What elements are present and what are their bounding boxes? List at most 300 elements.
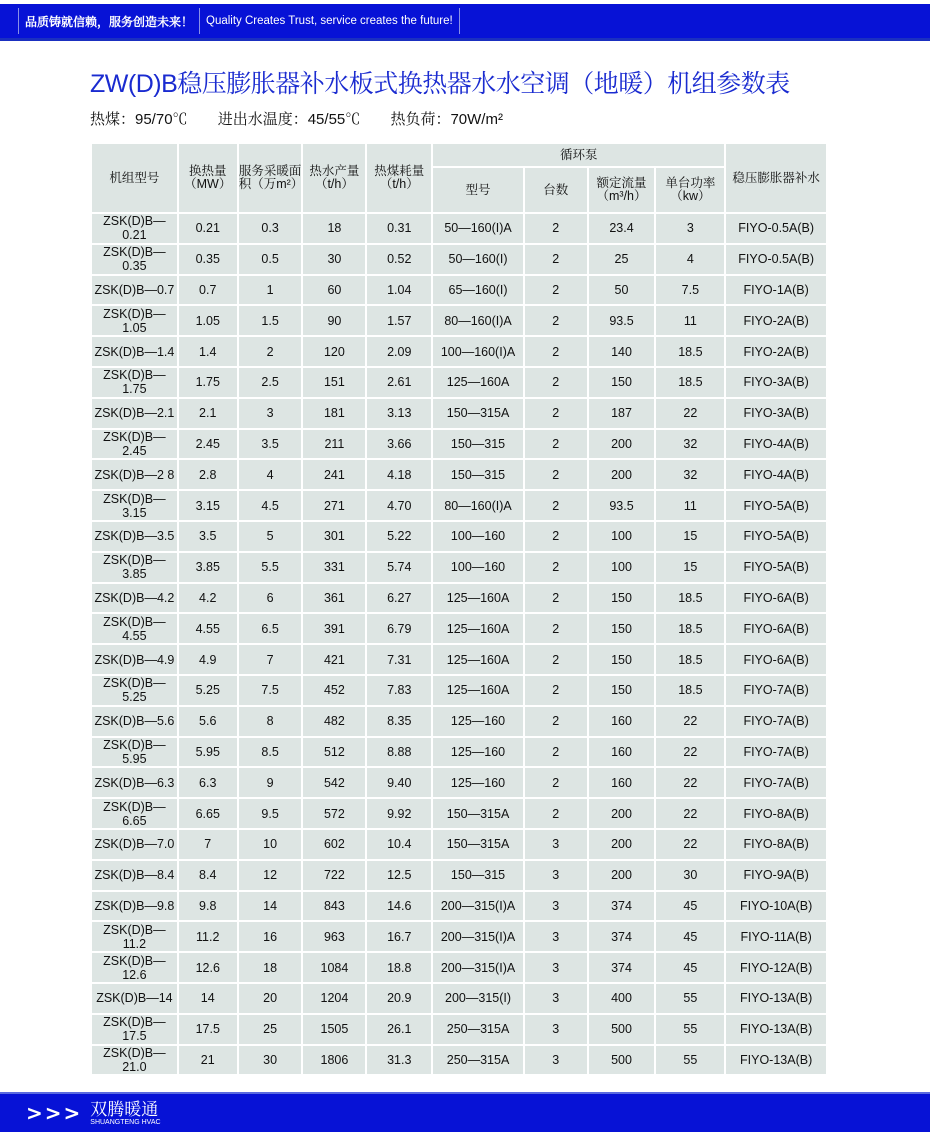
table-cell: ZSK(D)B—1.75 (91, 367, 178, 398)
condition-coal: 热煤：95/70℃ (90, 111, 188, 128)
table-cell: 1.5 (238, 305, 303, 336)
table-row (91, 244, 827, 275)
table-cell: 150—315A (432, 798, 524, 829)
table-cell: FIYO-10A(B) (725, 891, 827, 922)
table-cell: 18 (302, 213, 366, 244)
table-cell: 55 (655, 1045, 725, 1076)
table-cell: 150—315 (432, 459, 524, 490)
table-cell: 150 (588, 367, 656, 398)
table-cell: 17.5 (178, 1014, 238, 1045)
table-cell: FIYO-6A(B) (725, 644, 827, 675)
table-cell: 160 (588, 737, 656, 768)
table-cell: 3 (524, 1045, 588, 1076)
table-cell: 391 (302, 613, 366, 644)
table-cell: 160 (588, 767, 656, 798)
table-cell: FIYO-6A(B) (725, 613, 827, 644)
table-cell: ZSK(D)B—12.6 (91, 952, 178, 983)
table-cell: 3 (524, 891, 588, 922)
table-cell: ZSK(D)B—6.65 (91, 798, 178, 829)
brand-name-cn: 双腾暖通 (90, 1099, 159, 1120)
header-hot-water: 热水产量（t/h） (302, 143, 366, 213)
conditions (90, 108, 529, 129)
table-cell: 3 (524, 952, 588, 983)
table-cell: 125—160 (432, 767, 524, 798)
table-row (91, 952, 827, 983)
table-cell: 50—160(I)A (432, 213, 524, 244)
table-cell: 15 (655, 521, 725, 552)
table-cell: 6.5 (238, 613, 303, 644)
table-cell: 150 (588, 583, 656, 614)
table-cell: 8 (238, 706, 303, 737)
table-cell: 10 (238, 829, 303, 860)
table-cell: 90 (302, 305, 366, 336)
table-cell: 241 (302, 459, 366, 490)
table-cell: 150—315A (432, 829, 524, 860)
table-cell: 482 (302, 706, 366, 737)
table-cell: 200—315(I)A (432, 921, 524, 952)
table-cell: 150 (588, 613, 656, 644)
table-cell: 25 (588, 244, 656, 275)
table-cell: 2 (524, 398, 588, 429)
table-cell: ZSK(D)B—3.85 (91, 552, 178, 583)
table-cell: 2 (524, 213, 588, 244)
table-cell: 100—160 (432, 521, 524, 552)
table-row (91, 398, 827, 429)
table-cell: 9.40 (366, 767, 432, 798)
table-cell: 500 (588, 1045, 656, 1076)
table-cell: 3.66 (366, 429, 432, 460)
table-row (91, 767, 827, 798)
table-cell: 160 (588, 706, 656, 737)
table-cell: FIYO-7A(B) (725, 675, 827, 706)
table-cell: 18.8 (366, 952, 432, 983)
table-cell: 2.61 (366, 367, 432, 398)
table-cell: 0.52 (366, 244, 432, 275)
table-cell: 18.5 (655, 613, 725, 644)
table-cell: 4.18 (366, 459, 432, 490)
table-cell: 200 (588, 860, 656, 891)
table-cell: 65—160(I) (432, 275, 524, 306)
header-area: 服务采暖面积（万m²） (238, 143, 303, 213)
table-row (91, 891, 827, 922)
table-cell: 331 (302, 552, 366, 583)
table-cell: 843 (302, 891, 366, 922)
table-cell: 45 (655, 891, 725, 922)
table-cell: 963 (302, 921, 366, 952)
table-cell: 1505 (302, 1014, 366, 1045)
table-cell: 3.5 (238, 429, 303, 460)
table-row (91, 644, 827, 675)
table-cell: 22 (655, 829, 725, 860)
table-cell: 3.15 (178, 490, 238, 521)
table-cell: 150 (588, 675, 656, 706)
table-cell: 18.5 (655, 367, 725, 398)
table-row (91, 737, 827, 768)
table-row (91, 490, 827, 521)
table-cell: FIYO-13A(B) (725, 983, 827, 1014)
table-cell: 120 (302, 336, 366, 367)
table-cell: ZSK(D)B—14 (91, 983, 178, 1014)
table-cell: FIYO-5A(B) (725, 552, 827, 583)
table-cell: 18.5 (655, 675, 725, 706)
table-cell: 32 (655, 429, 725, 460)
table-cell: 2.45 (178, 429, 238, 460)
header-pump: 循环泵 (432, 143, 725, 167)
table-cell: 50 (588, 275, 656, 306)
header-expander: 稳压膨胀器补水 (725, 143, 827, 213)
table-cell: 18 (238, 952, 303, 983)
table-cell: ZSK(D)B—7.0 (91, 829, 178, 860)
table-cell: 5.25 (178, 675, 238, 706)
table-cell: 7 (178, 829, 238, 860)
table-cell: ZSK(D)B—6.3 (91, 767, 178, 798)
header-coal: 热煤耗量（t/h） (366, 143, 432, 213)
parameter-table (90, 142, 828, 1076)
table-cell: 2 (524, 675, 588, 706)
table-cell: 3 (524, 1014, 588, 1045)
table-row (91, 521, 827, 552)
table-row (91, 429, 827, 460)
table-cell: 2 (524, 706, 588, 737)
table-cell: 7.5 (238, 675, 303, 706)
table-cell: 150 (588, 644, 656, 675)
table-cell: ZSK(D)B—21.0 (91, 1045, 178, 1076)
table-row (91, 583, 827, 614)
table-cell: ZSK(D)B—3.15 (91, 490, 178, 521)
table-row (91, 706, 827, 737)
table-cell: FIYO-3A(B) (725, 367, 827, 398)
table-cell: 512 (302, 737, 366, 768)
table-cell: 100 (588, 521, 656, 552)
table-cell: 9.5 (238, 798, 303, 829)
table-cell: 2 (524, 429, 588, 460)
table-cell: 14 (238, 891, 303, 922)
table-cell: 250—315A (432, 1014, 524, 1045)
table-cell: ZSK(D)B—5.6 (91, 706, 178, 737)
table-cell: 80—160(I)A (432, 305, 524, 336)
table-cell: 0.5 (238, 244, 303, 275)
table-cell: 6.27 (366, 583, 432, 614)
table-cell: 125—160 (432, 706, 524, 737)
table-row (91, 829, 827, 860)
table-cell: FIYO-9A(B) (725, 860, 827, 891)
table-cell: 125—160A (432, 675, 524, 706)
table-cell: 93.5 (588, 305, 656, 336)
table-cell: 3.13 (366, 398, 432, 429)
table-cell: 22 (655, 798, 725, 829)
header-pump-model: 型号 (432, 167, 524, 213)
table-cell: 3.5 (178, 521, 238, 552)
header-heat: 换热量（MW） (178, 143, 238, 213)
table-row (91, 213, 827, 244)
table-cell: 2.1 (178, 398, 238, 429)
table-cell: FIYO-0.5A(B) (725, 244, 827, 275)
table-cell: FIYO-5A(B) (725, 490, 827, 521)
table-row (91, 459, 827, 490)
table-cell: 4 (655, 244, 725, 275)
table-cell: 100—160 (432, 552, 524, 583)
table-row (91, 798, 827, 829)
table-cell: ZSK(D)B—0.7 (91, 275, 178, 306)
brand-logo (90, 1101, 160, 1126)
table-row (91, 921, 827, 952)
table-cell: ZSK(D)B—4.9 (91, 644, 178, 675)
table-cell: 3 (524, 860, 588, 891)
table-cell: 150—315 (432, 429, 524, 460)
table-cell: 1.57 (366, 305, 432, 336)
table-cell: FIYO-7A(B) (725, 706, 827, 737)
brand-name-en: SHUANGTENG HVAC (90, 1118, 161, 1126)
table-cell: FIYO-7A(B) (725, 767, 827, 798)
table-cell: ZSK(D)B—4.2 (91, 583, 178, 614)
table-cell: FIYO-11A(B) (725, 921, 827, 952)
table-cell: 250—315A (432, 1045, 524, 1076)
table-cell: 200 (588, 798, 656, 829)
table-cell: ZSK(D)B—3.5 (91, 521, 178, 552)
table-cell: 542 (302, 767, 366, 798)
table-cell: 0.31 (366, 213, 432, 244)
table-cell: FIYO-12A(B) (725, 952, 827, 983)
table-cell: 16.7 (366, 921, 432, 952)
table-cell: 1.75 (178, 367, 238, 398)
table-cell: ZSK(D)B—17.5 (91, 1014, 178, 1045)
table-cell: 8.4 (178, 860, 238, 891)
header-flow: 额定流量（m³/h） (588, 167, 656, 213)
table-cell: 4.2 (178, 583, 238, 614)
table-cell: 5 (238, 521, 303, 552)
table-cell: 1 (238, 275, 303, 306)
table-cell: 22 (655, 706, 725, 737)
table-cell: 12.5 (366, 860, 432, 891)
table-cell: 5.74 (366, 552, 432, 583)
table-cell: FIYO-13A(B) (725, 1014, 827, 1045)
table-cell: 150—315 (432, 860, 524, 891)
table-cell: 14 (178, 983, 238, 1014)
table-cell: 374 (588, 952, 656, 983)
table-cell: 4.70 (366, 490, 432, 521)
header-pump-count: 台数 (524, 167, 588, 213)
table-cell: 11.2 (178, 921, 238, 952)
table-cell: ZSK(D)B—8.4 (91, 860, 178, 891)
table-cell: 30 (655, 860, 725, 891)
table-cell: 8.5 (238, 737, 303, 768)
table-cell: 31.3 (366, 1045, 432, 1076)
table-cell: 2 (524, 521, 588, 552)
table-cell: 12 (238, 860, 303, 891)
table-cell: 20 (238, 983, 303, 1014)
table-cell: 2 (524, 490, 588, 521)
table-row (91, 1045, 827, 1076)
page-title: ZW(D)B稳压膨胀器补水板式换热器水水空调（地暖）机组参数表 (90, 70, 790, 98)
table-cell: 30 (302, 244, 366, 275)
table-cell: 22 (655, 737, 725, 768)
table-row (91, 983, 827, 1014)
divider (459, 8, 460, 34)
top-banner (0, 4, 930, 41)
table-cell: 100 (588, 552, 656, 583)
table-cell: ZSK(D)B—5.25 (91, 675, 178, 706)
table-cell: 140 (588, 336, 656, 367)
footer-banner (0, 1092, 930, 1132)
table-cell: 0.21 (178, 213, 238, 244)
table-cell: FIYO-13A(B) (725, 1045, 827, 1076)
table-cell: 100—160(I)A (432, 336, 524, 367)
table-cell: 200—315(I) (432, 983, 524, 1014)
table-cell: 2 (524, 305, 588, 336)
table-cell: 0.3 (238, 213, 303, 244)
condition-water-temp: 进出水温度：45/55℃ (217, 111, 361, 128)
table-cell: 18.5 (655, 644, 725, 675)
slogan-en: Quality Creates Trust, service creates the future! (206, 15, 453, 27)
table-row (91, 613, 827, 644)
table-row (91, 367, 827, 398)
table-cell: 11 (655, 490, 725, 521)
table-cell: FIYO-2A(B) (725, 305, 827, 336)
table-cell: 4.5 (238, 490, 303, 521)
table-cell: 6.65 (178, 798, 238, 829)
table-cell: 2 (524, 613, 588, 644)
table-cell: 26.1 (366, 1014, 432, 1045)
table-cell: 602 (302, 829, 366, 860)
table-cell: 11 (655, 305, 725, 336)
table-cell: 0.7 (178, 275, 238, 306)
table-cell: ZSK(D)B—2 8 (91, 459, 178, 490)
table-cell: 20.9 (366, 983, 432, 1014)
table-cell: 452 (302, 675, 366, 706)
table-cell: 21 (178, 1045, 238, 1076)
arrows-icon: >>> (26, 1101, 83, 1125)
table-cell: 2 (238, 336, 303, 367)
table-cell: 5.95 (178, 737, 238, 768)
table-cell: 22 (655, 398, 725, 429)
table-cell: 55 (655, 983, 725, 1014)
table-cell: 45 (655, 952, 725, 983)
table-cell: 2 (524, 644, 588, 675)
table-cell: FIYO-5A(B) (725, 521, 827, 552)
table-cell: 151 (302, 367, 366, 398)
table-cell: 15 (655, 552, 725, 583)
table-cell: FIYO-4A(B) (725, 429, 827, 460)
table-cell: 23.4 (588, 213, 656, 244)
table-cell: 4 (238, 459, 303, 490)
table-cell: ZSK(D)B—1.05 (91, 305, 178, 336)
table-cell: 14.6 (366, 891, 432, 922)
table-cell: 722 (302, 860, 366, 891)
table-row (91, 552, 827, 583)
table-cell: 200—315(I)A (432, 891, 524, 922)
table-cell: 6.3 (178, 767, 238, 798)
table-cell: ZSK(D)B—9.8 (91, 891, 178, 922)
table-cell: 500 (588, 1014, 656, 1045)
table-cell: FIYO-8A(B) (725, 829, 827, 860)
table-cell: 374 (588, 921, 656, 952)
header-model: 机组型号 (91, 143, 178, 213)
table-cell: 3 (524, 829, 588, 860)
table-cell: 2.8 (178, 459, 238, 490)
table-cell: FIYO-2A(B) (725, 336, 827, 367)
table-cell: 9.8 (178, 891, 238, 922)
table-row (91, 675, 827, 706)
table-cell: ZSK(D)B—5.95 (91, 737, 178, 768)
table-cell: FIYO-8A(B) (725, 798, 827, 829)
table-cell: ZSK(D)B—0.21 (91, 213, 178, 244)
table-cell: 5.22 (366, 521, 432, 552)
table-cell: 0.35 (178, 244, 238, 275)
table-cell: 1.04 (366, 275, 432, 306)
table-cell: 55 (655, 1014, 725, 1045)
slogan-cn: 品质铸就信赖，服务创造未来！ (25, 14, 194, 29)
table-cell: 125—160A (432, 583, 524, 614)
table-cell: 8.35 (366, 706, 432, 737)
table-cell: 271 (302, 490, 366, 521)
table-cell: FIYO-4A(B) (725, 459, 827, 490)
table-cell: 4.55 (178, 613, 238, 644)
table-cell: ZSK(D)B—1.4 (91, 336, 178, 367)
table-cell: 572 (302, 798, 366, 829)
table-cell: 12.6 (178, 952, 238, 983)
table-cell: 181 (302, 398, 366, 429)
table-cell: 301 (302, 521, 366, 552)
table-cell: 80—160(I)A (432, 490, 524, 521)
table-cell: 2 (524, 798, 588, 829)
table-cell: 3 (524, 983, 588, 1014)
table-cell: 125—160A (432, 367, 524, 398)
table-cell: 7.31 (366, 644, 432, 675)
table-cell: 93.5 (588, 490, 656, 521)
table-cell: ZSK(D)B—2.45 (91, 429, 178, 460)
table-cell: 9.92 (366, 798, 432, 829)
table-cell: FIYO-6A(B) (725, 583, 827, 614)
table-cell: 1084 (302, 952, 366, 983)
table-row (91, 1014, 827, 1045)
table-cell: 7.5 (655, 275, 725, 306)
table-cell: 1.05 (178, 305, 238, 336)
table-cell: 125—160A (432, 644, 524, 675)
table-cell: 200 (588, 429, 656, 460)
table-cell: ZSK(D)B—0.35 (91, 244, 178, 275)
table-cell: 3 (238, 398, 303, 429)
table-cell: 2 (524, 367, 588, 398)
table-cell: FIYO-3A(B) (725, 398, 827, 429)
table-cell: 211 (302, 429, 366, 460)
table-cell: 2 (524, 459, 588, 490)
divider (18, 8, 19, 34)
table-cell: 125—160 (432, 737, 524, 768)
table-cell: 50—160(I) (432, 244, 524, 275)
table-cell: 187 (588, 398, 656, 429)
table-cell: ZSK(D)B—2.1 (91, 398, 178, 429)
table-cell: 2 (524, 552, 588, 583)
table-cell: 2 (524, 244, 588, 275)
table-cell: 2.5 (238, 367, 303, 398)
table-cell: 200—315(I)A (432, 952, 524, 983)
table-cell: 32 (655, 459, 725, 490)
table-cell: 150—315A (432, 398, 524, 429)
table-row (91, 860, 827, 891)
table-cell: 125—160A (432, 613, 524, 644)
table-cell: 9 (238, 767, 303, 798)
table-cell: 16 (238, 921, 303, 952)
table-cell: 3.85 (178, 552, 238, 583)
table-cell: 2 (524, 583, 588, 614)
table-cell: FIYO-7A(B) (725, 737, 827, 768)
table-cell: 4.9 (178, 644, 238, 675)
table-cell: 421 (302, 644, 366, 675)
table-cell: 18.5 (655, 336, 725, 367)
table-cell: 2 (524, 336, 588, 367)
divider (199, 8, 200, 34)
table-cell: 6 (238, 583, 303, 614)
